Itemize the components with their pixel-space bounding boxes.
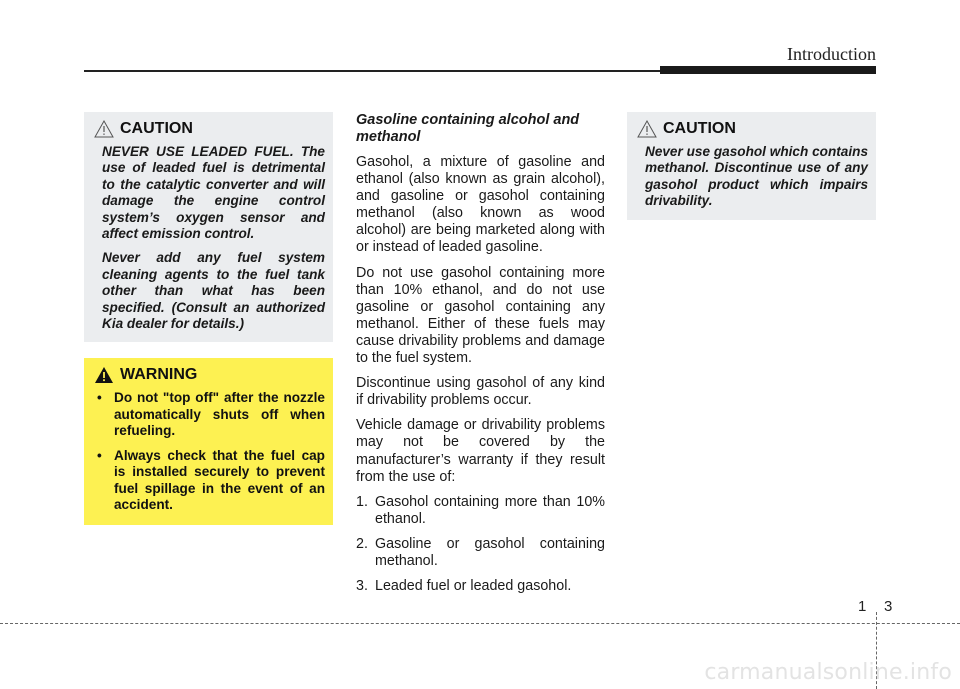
caution-triangle-icon bbox=[94, 120, 114, 138]
caution-box-gasohol bbox=[627, 112, 876, 220]
list-item: 2. Gasoline or gasohol containing methanol. bbox=[356, 535, 605, 569]
body-paragraph: Do not use gasohol containing more than 10% ethanol, and do not use gasoline or gasohol containing any methanol. Either of these fuels may cause drivability problems and damage to the fuel system. bbox=[356, 264, 605, 367]
bullet-icon: • bbox=[97, 447, 102, 463]
header-bar bbox=[660, 66, 876, 74]
page-header-title: Introduction bbox=[787, 44, 876, 64]
list-item: 3. Leaded fuel or leaded gasohol. bbox=[356, 578, 572, 595]
caution-paragraph: Never add any fuel system cleaning agents to the fuel tank other than what has been specified. (Consult an authorized Kia dealer for details.) bbox=[102, 250, 325, 332]
caution-triangle-icon bbox=[637, 120, 657, 138]
caution-title: CAUTION bbox=[663, 120, 736, 137]
section-heading: Gasoline containing alcohol and methanol bbox=[356, 112, 580, 145]
middle-column bbox=[356, 112, 605, 603]
left-column bbox=[84, 112, 333, 525]
list-item: 1. Gasohol containing more than 10% ethanol. bbox=[356, 493, 605, 527]
caution-header bbox=[92, 120, 325, 138]
watermark: carmanualsonline.info bbox=[704, 660, 952, 685]
chapter-number: 1 bbox=[858, 598, 867, 615]
numbered-list bbox=[356, 494, 605, 595]
header-rule bbox=[84, 70, 660, 72]
caution-box-fuel bbox=[84, 112, 333, 342]
caution-header bbox=[635, 120, 868, 138]
warning-list bbox=[92, 390, 325, 513]
warning-box-refuel bbox=[84, 358, 333, 525]
warning-triangle-icon bbox=[94, 366, 114, 384]
body-paragraph: Discontinue using gasohol of any kind if drivability problems occur. bbox=[356, 375, 605, 409]
caution-paragraph: Never use gasohol which contains methanol. Discontinue use of any gasohol product which impairs drivability. bbox=[645, 144, 868, 209]
body-paragraph: Gasohol, a mixture of gasoline and ethanol (also known as grain alcohol), and gasoline or gasohol containing methanol (also known as wood alcohol) are being marketed along with or instead of leaded gasoline. bbox=[356, 154, 605, 256]
right-column bbox=[627, 112, 876, 220]
page-number: 3 bbox=[884, 598, 893, 615]
warning-header bbox=[92, 366, 325, 384]
warning-item: • Always check that the fuel cap is installed securely to prevent fuel spillage in the event of an accident. bbox=[97, 447, 325, 512]
footer-divider bbox=[0, 623, 960, 624]
bullet-icon: • bbox=[97, 390, 102, 406]
body-paragraph: Vehicle damage or drivability problems may not be covered by the manufacturer’s warranty if they result from the use of: bbox=[356, 417, 605, 485]
caution-paragraph: NEVER USE LEADED FUEL. The use of leaded fuel is detrimental to the catalytic converter and will damage the engine control system’s oxygen sensor and affect emission control. bbox=[102, 144, 325, 242]
warning-title: WARNING bbox=[120, 366, 198, 384]
warning-item: • Do not "top off" after the nozzle automatically shuts off when refueling. bbox=[97, 390, 325, 439]
caution-title: CAUTION bbox=[120, 120, 193, 137]
